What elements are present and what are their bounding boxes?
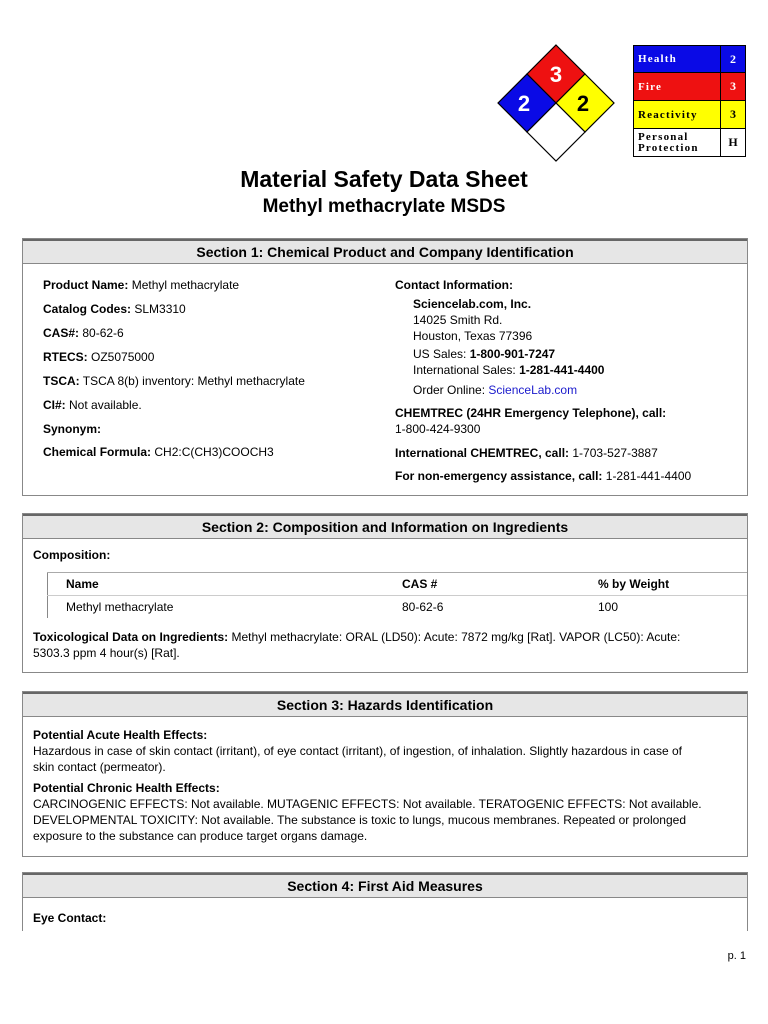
hmis-value: 2	[721, 46, 746, 73]
section-heading: Section 4: First Aid Measures	[23, 873, 747, 898]
section-3	[22, 691, 748, 857]
section-2	[22, 513, 748, 673]
column-header-weight: % by Weight	[580, 573, 747, 596]
product-name-field: Product Name: Methyl methacrylate	[43, 278, 240, 292]
hmis-row-health	[634, 46, 746, 73]
column-header-name: Name	[48, 573, 385, 596]
hmis-value: 3	[721, 101, 746, 129]
hmis-value: 3	[721, 73, 746, 101]
page-number: p. 1	[727, 950, 746, 962]
hmis-label: Health	[634, 46, 721, 73]
catalog-codes-field: Catalog Codes: SLM3310	[43, 302, 186, 316]
table-cell: 80-62-6	[402, 600, 444, 614]
synonym-field: Synonym:	[43, 422, 102, 436]
intl-chemtrec-contact: International CHEMTREC, call: 1-703-527-3887	[395, 446, 658, 460]
company-address: Sciencelab.com, Inc. 14025 Smith Rd. Houston, Texas 77396	[413, 297, 533, 343]
page-subtitle: Methyl methacrylate MSDS	[262, 196, 506, 217]
eye-contact-label: Eye Contact:	[33, 911, 107, 925]
table-cell: 100	[598, 600, 619, 614]
tsca-field: TSCA: TSCA 8(b) inventory: Methyl methacrylate	[43, 374, 305, 388]
hmis-rating-table	[633, 45, 746, 157]
table-cell: Methyl methacrylate	[48, 596, 385, 619]
ci-field: CI#: Not available.	[43, 398, 142, 412]
nfpa-diamond	[497, 44, 615, 162]
chemtrec-contact: CHEMTREC (24HR Emergency Telephone), call: 1-800-424-9300	[395, 406, 667, 436]
hmis-value: H	[721, 129, 746, 157]
nfpa-reactivity-value: 2	[576, 91, 590, 116]
nfpa-health-value: 2	[517, 91, 531, 116]
hmis-label: Fire	[634, 73, 721, 101]
section-4	[22, 872, 748, 931]
composition-table	[47, 572, 747, 618]
table-header-row	[48, 573, 748, 596]
non-emergency-contact: For non-emergency assistance, call: 1-281-441-4400	[395, 469, 692, 483]
contact-heading: Contact Information:	[395, 278, 513, 292]
section-heading: Section 1: Chemical Product and Company Identification	[23, 239, 747, 264]
hmis-row-fire	[634, 73, 746, 101]
hmis-label: Personal Protection	[634, 129, 721, 157]
chronic-health-effects: Potential Chronic Health Effects: CARCINOGENIC EFFECTS: Not available. MUTAGENIC EFFECTS: Not available. TERATOGENIC EFFECTS: Not available. DEVELOPMENTAL TOXICITY: Not available. The substance is toxic to lungs, mucous membranes. Repeated or prolonged exposure to the substance can produce target organs damage.	[33, 781, 702, 843]
sales-contacts: US Sales: 1-800-901-7247 International Sales: 1-281-441-4400	[413, 347, 605, 377]
section-heading: Section 3: Hazards Identification	[23, 692, 747, 717]
rtecs-field: RTECS: OZ5075000	[43, 350, 155, 364]
acute-health-effects: Potential Acute Health Effects: Hazardous in case of skin contact (irritant), of eye contact (irritant), of ingestion, of inhalation. Slightly hazardous in case of skin contact (permeator).	[33, 728, 682, 774]
hmis-label: Reactivity	[634, 101, 721, 129]
chemical-formula-field: Chemical Formula: CH2:C(CH3)COOCH3	[43, 445, 274, 459]
hmis-row-protection	[634, 129, 746, 157]
page-title: Material Safety Data Sheet	[240, 166, 528, 192]
order-online: Order Online: ScienceLab.com	[413, 383, 578, 397]
column-header-cas: CAS #	[384, 573, 580, 596]
hmis-row-reactivity	[634, 101, 746, 129]
composition-label: Composition:	[33, 548, 111, 562]
table-row	[48, 596, 748, 619]
toxicological-data: Toxicological Data on Ingredients: Methyl methacrylate: ORAL (LD50): Acute: 7872 mg/kg [Rat]. VAPOR (LC50): Acute: 5303.3 ppm 4 hour(s) [Rat].	[33, 630, 681, 660]
nfpa-fire-value: 3	[549, 62, 563, 87]
section-1	[22, 238, 748, 496]
cas-field: CAS#: 80-62-6	[43, 326, 124, 340]
section-heading: Section 2: Composition and Information on Ingredients	[23, 514, 747, 539]
order-online-link[interactable]: ScienceLab.com	[488, 383, 578, 397]
